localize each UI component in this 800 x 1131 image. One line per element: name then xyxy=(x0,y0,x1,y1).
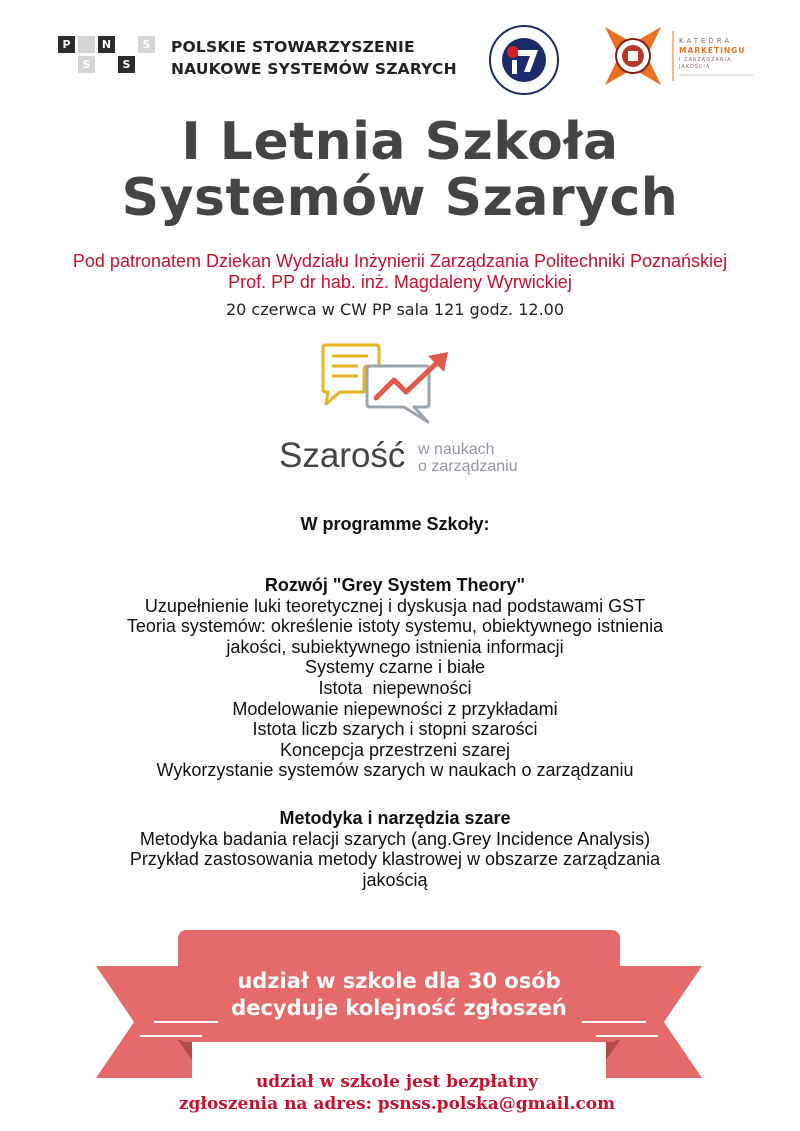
program-heading: W programme Szkoły: xyxy=(300,514,490,534)
pnss-logo-letter: P xyxy=(58,36,75,53)
program-item: Modelowanie niepewności z przykładami xyxy=(232,698,558,719)
section-title: Metodyka i narzędzia szare xyxy=(279,808,511,828)
katedra-text: KATEDRA xyxy=(679,37,733,45)
szarosc-logo-subtitle-line: o zarządzaniu xyxy=(418,458,518,475)
ribbon-line: decyduje kolejność zgłoszeń xyxy=(231,996,567,1020)
katedra-marketingu-logo xyxy=(603,25,763,87)
politechnika-poznanska-logo xyxy=(488,24,560,96)
program-item: Teoria systemów: określenie istoty systemu, obiektywnego istnienia xyxy=(126,616,664,637)
program-item: Uzupełnienie luki teoretycznej i dyskusja nad podstawami GST xyxy=(144,595,646,616)
program-item: Istota niepewności xyxy=(318,677,472,698)
pnss-logo-grid xyxy=(58,36,154,74)
org-name-line: POLSKIE STOWARZYSZENIE xyxy=(171,38,415,56)
pnss-logo-letter: S xyxy=(118,56,135,73)
main-title-line: Systemów Szarych xyxy=(121,168,679,228)
program-item: jakością xyxy=(362,869,428,890)
program-item: Metodyka badania relacji szarych (ang.Grey Incidence Analysis) xyxy=(139,828,651,849)
katedra-text: JAKOŚCIĄ xyxy=(679,64,711,70)
szarosc-logo-subtitle xyxy=(418,441,518,475)
event-info: 20 czerwca w CW PP sala 121 godz. 12.00 xyxy=(225,300,565,319)
program-section-1 xyxy=(0,575,790,781)
program-item: Wykorzystanie systemów szarych w naukach o zarządzaniu xyxy=(156,760,634,781)
pnss-logo-letter: S xyxy=(138,36,155,53)
pnss-logo-blank xyxy=(78,36,95,53)
section-title: Rozwój "Grey System Theory" xyxy=(264,575,526,595)
program-section-2 xyxy=(0,808,790,890)
chat-growth-icon xyxy=(318,342,458,434)
program-item: jakości, subiektywnego istnienia informacji xyxy=(226,636,564,657)
katedra-text: MARKETINGU xyxy=(679,46,746,55)
program-item: Systemy czarne i białe xyxy=(304,657,486,678)
program-item: Koncepcja przestrzeni szarej xyxy=(279,739,511,760)
footer-registration[interactable]: zgłoszenia na adres: psnss.polska@gmail.com xyxy=(178,1094,616,1114)
szarosc-logo-name: Szarość xyxy=(279,436,406,475)
katedra-text: I ZARZĄDZANIA xyxy=(679,57,732,63)
program-item: Przykład zastosowania metody klastrowej w obszarze zarządzania xyxy=(129,849,661,870)
patronage-line: Prof. PP dr hab. inż. Magdaleny Wyrwickiej xyxy=(228,272,572,292)
footer-free-note: udział w szkole jest bezpłatny xyxy=(255,1072,539,1092)
org-name xyxy=(171,36,471,80)
szarosc-logo-subtitle-line: w naukach xyxy=(418,441,495,458)
program-item: Istota liczb szarych i stopni szarości xyxy=(252,719,538,740)
org-name-line: NAUKOWE SYSTEMÓW SZARYCH xyxy=(171,60,457,78)
pnss-logo-letter: S xyxy=(78,56,95,73)
patronage-line: Pod patronatem Dziekan Wydziału Inżynierii Zarządzania Politechniki Poznańskiej xyxy=(72,251,728,271)
pnss-logo-letter: N xyxy=(98,36,115,53)
ribbon-line: udział w szkole dla 30 osób xyxy=(237,969,561,993)
main-title-line: I Letnia Szkoła xyxy=(181,112,619,172)
